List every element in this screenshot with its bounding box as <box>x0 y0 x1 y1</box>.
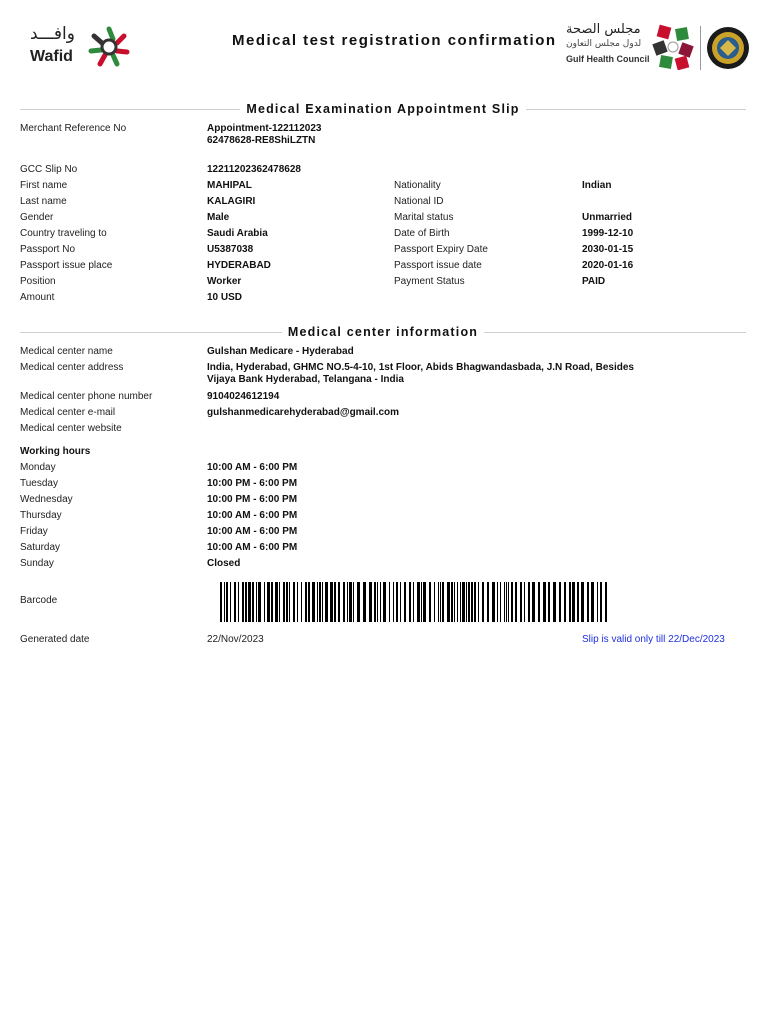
page-header <box>0 0 768 100</box>
merchant-ref-label: Merchant Reference No <box>20 123 127 134</box>
gcc-slip-value: 12211202362478628 <box>207 164 301 175</box>
barcode-image <box>218 582 612 622</box>
gcc-seal-icon <box>706 26 750 70</box>
dob-value: 1999-12-10 <box>582 228 634 239</box>
center-heading-text: Medical center information <box>282 325 484 339</box>
generated-date-label: Generated date <box>20 634 90 645</box>
gender-value: Male <box>207 212 230 223</box>
passport-no-value: U5387038 <box>207 244 254 255</box>
hours-time-monday: 10:00 AM - 6:00 PM <box>207 462 298 473</box>
hours-day-saturday: Saturday <box>20 542 61 553</box>
passport-expiry-label: Passport Expiry Date <box>394 244 488 255</box>
wafid-logo <box>28 24 138 72</box>
dob-label: Date of Birth <box>394 228 450 239</box>
hours-day-tuesday: Tuesday <box>20 478 58 489</box>
national-id-label: National ID <box>394 196 444 207</box>
last-name-value: KALAGIRI <box>207 196 256 207</box>
center-email-label: Medical center e-mail <box>20 407 116 418</box>
gender-label: Gender <box>20 212 54 223</box>
payment-status-label: Payment Status <box>394 276 465 287</box>
center-section-heading <box>20 325 746 339</box>
center-phone-label: Medical center phone number <box>20 391 153 402</box>
passport-place-value: HYDERABAD <box>207 260 271 271</box>
working-hours-heading: Working hours <box>20 446 91 457</box>
center-email-value: gulshanmedicarehyderabad@gmail.com <box>207 407 400 418</box>
wafid-wordmark: Wafid <box>30 48 73 65</box>
center-name-label: Medical center name <box>20 346 113 357</box>
hours-day-wednesday: Wednesday <box>20 494 73 505</box>
position-value: Worker <box>207 276 242 287</box>
document-title: Medical test registration confirmation <box>232 32 557 49</box>
passport-no-label: Passport No <box>20 244 76 255</box>
center-address-label: Medical center address <box>20 362 124 373</box>
gulf-health-council-logo <box>566 22 756 74</box>
center-address-value: India, Hyderabad, GHMC NO.5-4-10, 1st Floor, Abids Bhagwandasbada, J.N Road, Besides Vijaya Bank Hyderabad, Telangana - India <box>207 362 634 385</box>
marital-status-value: Unmarried <box>582 212 633 223</box>
ghc-arabic-title: مجلس الصحة <box>566 22 641 37</box>
passport-place-label: Passport issue place <box>20 260 113 271</box>
center-website-label: Medical center website <box>20 423 122 434</box>
center-phone-value: 9104024612194 <box>207 391 280 402</box>
ghc-english-name: Gulf Health Council <box>566 54 650 64</box>
passport-expiry-value: 2030-01-15 <box>582 244 634 255</box>
amount-value: 10 USD <box>207 292 243 303</box>
position-label: Position <box>20 276 56 287</box>
marital-status-label: Marital status <box>394 212 454 223</box>
ghc-emblem-icon <box>652 24 696 70</box>
first-name-label: First name <box>20 180 68 191</box>
merchant-ref-value: Appointment-12211202362478628-RE8ShiLZTN <box>207 123 322 146</box>
hours-day-friday: Friday <box>20 526 48 537</box>
appointment-heading-text: Medical Examination Appointment Slip <box>240 102 525 116</box>
ghc-arabic-subtitle: لدول مجلس التعاون <box>566 39 642 49</box>
center-name-value: Gulshan Medicare - Hyderabad <box>207 346 354 357</box>
logo-divider <box>700 26 701 70</box>
hours-time-saturday: 10:00 AM - 6:00 PM <box>207 542 298 553</box>
country-value: Saudi Arabia <box>207 228 268 239</box>
country-label: Country traveling to <box>20 228 107 239</box>
amount-label: Amount <box>20 292 55 303</box>
hours-time-tuesday: 10:00 PM - 6:00 PM <box>207 478 298 489</box>
gcc-slip-label: GCC Slip No <box>20 164 78 175</box>
nationality-value: Indian <box>582 180 612 191</box>
passport-issue-date-label: Passport issue date <box>394 260 482 271</box>
hours-time-thursday: 10:00 AM - 6:00 PM <box>207 510 298 521</box>
nationality-label: Nationality <box>394 180 441 191</box>
generated-date-value: 22/Nov/2023 <box>207 634 264 645</box>
first-name-value: MAHIPAL <box>207 180 252 191</box>
barcode-label: Barcode <box>20 595 58 606</box>
passport-issue-date-value: 2020-01-16 <box>582 260 634 271</box>
last-name-label: Last name <box>20 196 67 207</box>
hours-time-friday: 10:00 AM - 6:00 PM <box>207 526 298 537</box>
hours-day-thursday: Thursday <box>20 510 62 521</box>
hours-time-sunday: Closed <box>207 558 241 569</box>
validity-notice: Slip is valid only till 22/Dec/2023 <box>582 634 725 645</box>
wafid-arabic-wordmark: وافـــد <box>30 24 75 44</box>
hours-day-monday: Monday <box>20 462 56 473</box>
payment-status-value: PAID <box>582 276 606 287</box>
hours-day-sunday: Sunday <box>20 558 54 569</box>
hours-time-wednesday: 10:00 PM - 6:00 PM <box>207 494 298 505</box>
wafid-star-icon <box>86 24 132 70</box>
appointment-section-heading <box>20 102 746 116</box>
